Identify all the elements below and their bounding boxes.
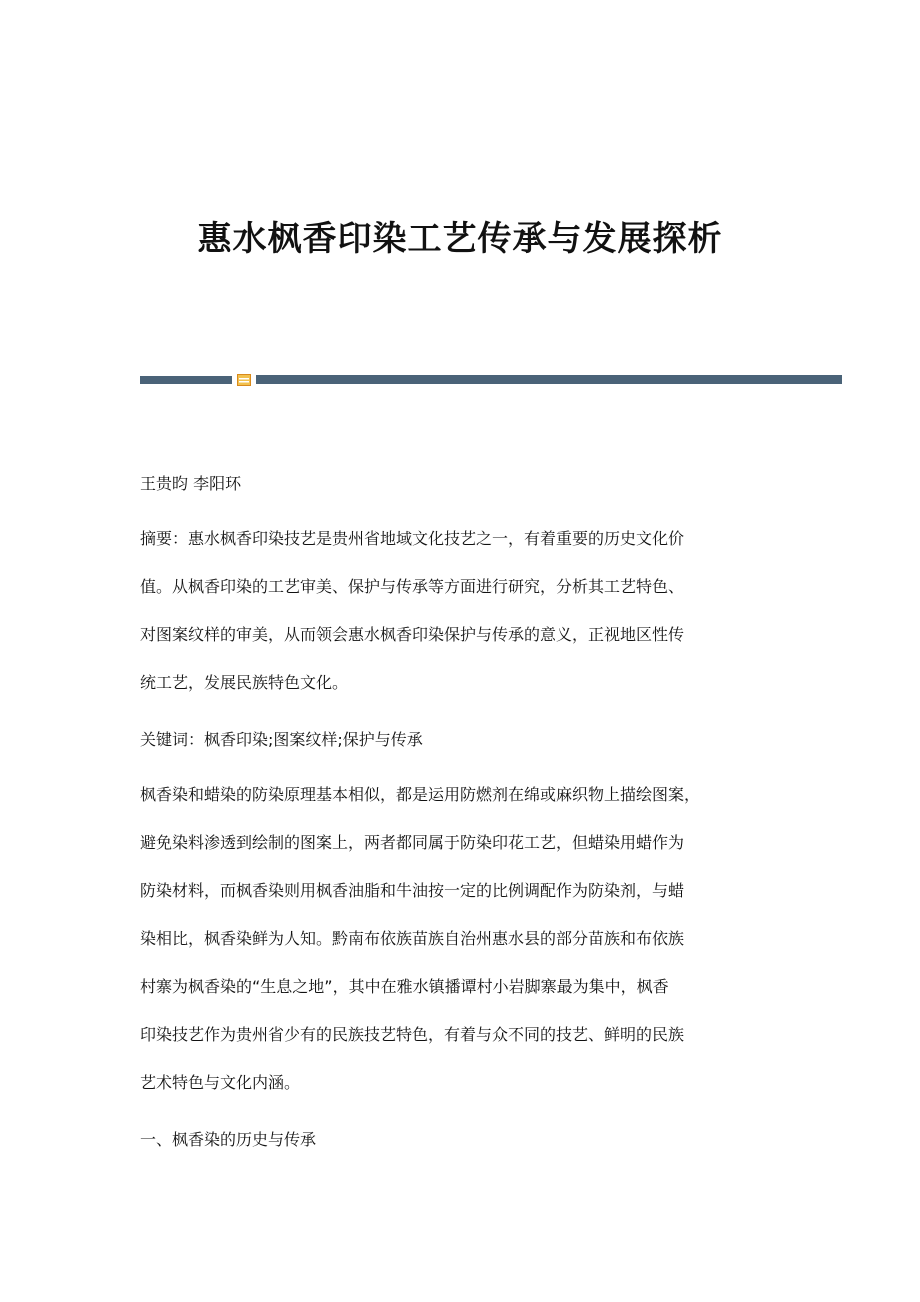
document-title: 惠水枫香印染工艺传承与发展探析 — [197, 219, 723, 259]
body-line: 枫香染和蜡染的防染原理基本相似，都是运用防燃剂在绵或麻织物上描绘图案， — [140, 785, 701, 804]
title-divider — [140, 374, 842, 386]
body-paragraph — [140, 783, 780, 1119]
body-line: 印染技艺作为贵州省少有的民族技艺特色，有着与众不同的技艺、鲜明的民族 — [140, 1025, 685, 1044]
body-line: 村寨为枫香染的“生息之地”，其中在雅水镇播谭村小岩脚寨最为集中，枫香 — [140, 977, 669, 996]
abstract-paragraph — [140, 527, 780, 719]
abstract-line: 值。从枫香印染的工艺审美、保护与传承等方面进行研究，分析其工艺特色、 — [140, 577, 685, 596]
body-line: 艺术特色与文化内涵。 — [140, 1073, 301, 1092]
body-line: 染相比，枫香染鲜为人知。黔南布依族苗族自治州惠水县的部分苗族和布依族 — [140, 929, 685, 948]
abstract-line: 统工艺，发展民族特色文化。 — [140, 673, 349, 692]
divider-bar-right — [256, 375, 842, 384]
author-line: 王贵昀 李阳环 — [140, 474, 242, 493]
abstract-line: 摘要：惠水枫香印染技艺是贵州省地域文化技艺之一，有着重要的历史文化价 — [140, 529, 685, 548]
body-line: 避免染料渗透到绘制的图案上，两者都同属于防染印花工艺，但蜡染用蜡作为 — [140, 833, 685, 852]
section-heading: 一、枫香染的历史与传承 — [140, 1130, 317, 1149]
divider-bar-left — [140, 376, 232, 384]
folder-icon — [237, 374, 251, 386]
keywords-line: 关键词：枫香印染;图案纹样;保护与传承 — [140, 730, 423, 749]
body-line: 防染材料，而枫香染则用枫香油脂和牛油按一定的比例调配作为防染剂，与蜡 — [140, 881, 685, 900]
abstract-line: 对图案纹样的审美，从而领会惠水枫香印染保护与传承的意义，正视地区性传 — [140, 625, 685, 644]
